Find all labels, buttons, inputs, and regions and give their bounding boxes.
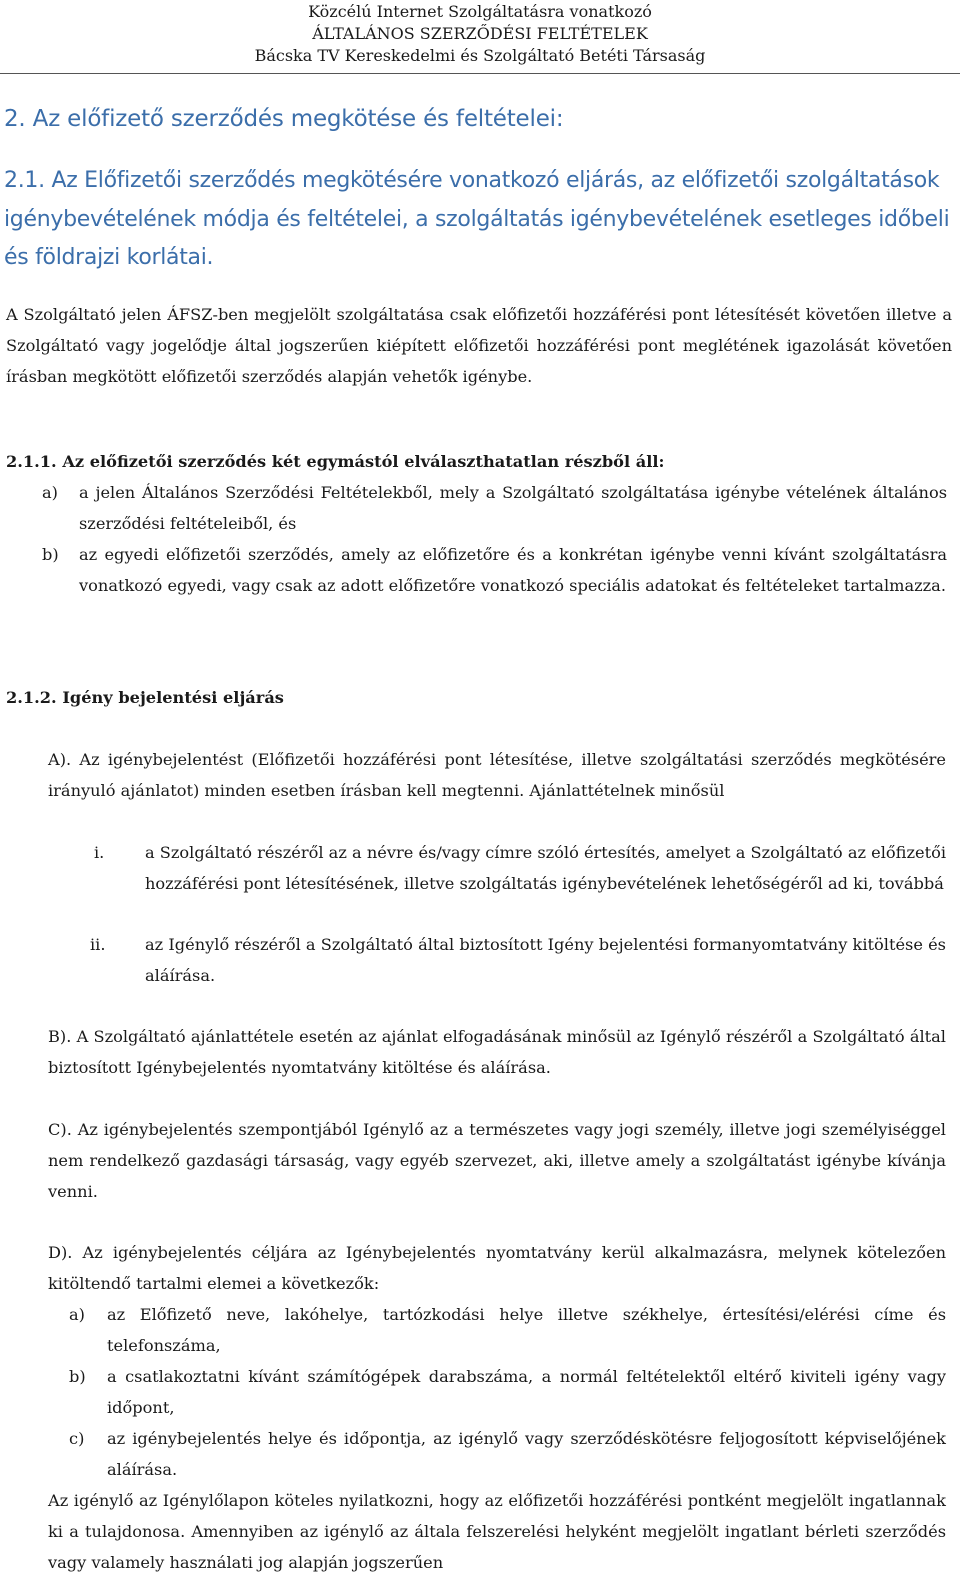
section-2-1-1-heading: 2.1.1. Az előfizetői szerződés két egymástól elválaszthatatlan részből áll:	[6, 452, 665, 471]
list-item-text: a csatlakoztatni kívánt számítógépek darabszáma, a normál feltételektől eltérő kiviteli igény vagy időpont,	[107, 1367, 946, 1418]
paragraph-b: B). A Szolgáltató ajánlattétele esetén az ajánlat elfogadásának minősül az Igénylő részéről a Szolgáltató által biztosított Igénybejelentés nyomtatvány kitöltése és aláírása.	[48, 1027, 946, 1078]
paragraph-a: A). Az igénybejelentést (Előfizetői hozzáférési pont létesítése, illetve szolgáltatási szerződés megkötésére irányuló ajánlatot) minden esetben írásban kell megtenni. Ajánlattételnek minősül	[48, 750, 946, 801]
list-item-text: az Előfizető neve, lakóhelye, tartózkodási helye illetve székhelye, értesítési/elérési címe és telefonszáma,	[107, 1305, 946, 1356]
list-item-text: az Igénylő részéről a Szolgáltató által biztosított Igény bejelentési formanyomtatvány kitöltése és aláírása.	[145, 935, 946, 986]
header-line-2: ÁLTALÁNOS SZERZŐDÉSI FELTÉTELEK	[312, 24, 648, 43]
list-item-label: c)	[69, 1429, 85, 1448]
header-divider	[0, 73, 960, 74]
paragraph-d: D). Az igénybejelentés céljára az Igénybejelentés nyomtatvány kerül alkalmazásra, melynek kötelezően kitöltendő tartalmi elemei a következők:	[48, 1243, 946, 1294]
section-2-1-heading: 2.1. Az Előfizetői szerződés megkötésére vonatkozó eljárás, az előfizetői szolgáltatások igénybevételének módja és feltételei, a szolgáltatás igénybevételének esetleges időbeli és földrajzi korlátai.	[4, 168, 950, 270]
list-item-text: az igénybejelentés helye és időpontja, az igénylő vagy szerződéskötésre feljogosított képviselőjének aláírása.	[107, 1429, 946, 1480]
section-2-1-intro: A Szolgáltató jelen ÁFSZ-ben megjelölt szolgáltatása csak előfizetői hozzáférési pont létesítését követően illetve a Szolgáltató vagy jogelődje által jogszerűen kiépített előfizetői hozzáférési pont meglétének igazolását követően írásban megkötött előfizetői szerződés alapján vehetők igénybe.	[6, 305, 952, 387]
paragraph-c: C). Az igénybejelentés szempontjából Igénylő az a természetes vagy jogi személy, illetve jogi személyiséggel nem rendelkező gazdasági társaság, vagy egyéb szervezet, aki, illetve amely a szolgáltatást igénybe kívánja venni.	[48, 1120, 946, 1202]
section-2-1-2-heading: 2.1.2. Igény bejelentési eljárás	[6, 688, 284, 707]
closing-paragraph: Az igénylő az Igénylőlapon köteles nyilatkozni, hogy az előfizetői hozzáférési pontként megjelölt ingatlannak ki a tulajdonosa. Amennyiben az igénylő az általa felszerelési helyként megjelölt ingatlant bérleti szerződés vagy valamely használati jog alapján jogszerűen	[48, 1491, 946, 1573]
list-item-label: b)	[69, 1367, 86, 1386]
list-item-label: i.	[94, 843, 105, 862]
document-header	[0, 0, 960, 73]
list-item-label: a)	[42, 483, 58, 502]
list-item-text: az egyedi előfizetői szerződés, amely az előfizetőre és a konkrétan igénybe venni kívánt szolgáltatásra vonatkozó egyedi, vagy csak az adott előfizetőre vonatkozó speciális adatokat és feltételeket tartalmazza.	[79, 545, 947, 596]
list-item-label: ii.	[90, 935, 106, 954]
list-item-text: a jelen Általános Szerződési Feltételekből, mely a Szolgáltató szolgáltatása igénybe vételének általános szerződési feltételeiből, és	[79, 483, 947, 534]
list-item-label: a)	[69, 1305, 85, 1324]
header-line-1: Közcélú Internet Szolgáltatásra vonatkozó	[308, 2, 652, 21]
section-2-heading: 2. Az előfizető szerződés megkötése és feltételei:	[4, 106, 564, 132]
list-item-text: a Szolgáltató részéről az a névre és/vagy címre szóló értesítés, amelyet a Szolgáltató az előfizetői hozzáférési pont létesítésének, illetve szolgáltatás igénybevételének lehetőségéről ad ki, továbbá	[145, 843, 946, 894]
header-line-3: Bácska TV Kereskedelmi és Szolgáltató Betéti Társaság	[254, 46, 706, 65]
list-item-label: b)	[42, 545, 59, 564]
